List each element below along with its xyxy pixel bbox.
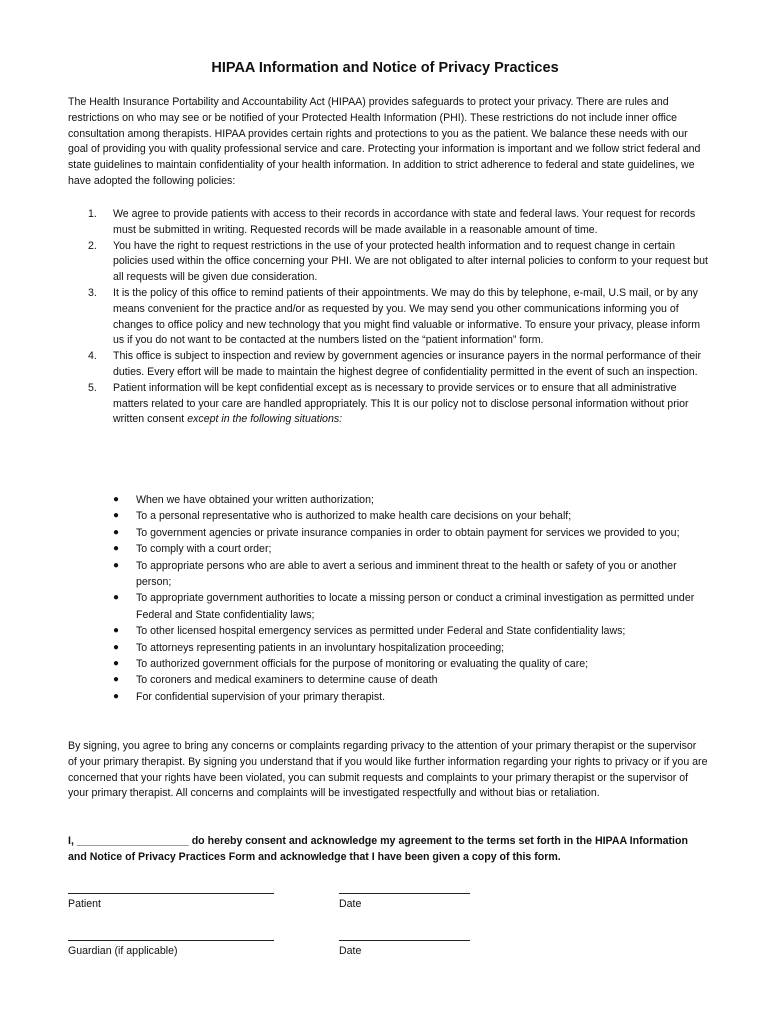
policy-item [68, 239, 708, 286]
guardian-label: Guardian (if applicable) [68, 945, 178, 957]
bullet-icon: ● [113, 641, 120, 653]
situation-text: To attorneys representing patients in an involuntary hospitalization proceeding; [136, 641, 505, 654]
patient-date-label: Date [339, 898, 362, 910]
policy-item [68, 286, 708, 349]
bullet-icon: ● [113, 559, 120, 571]
situation-item [68, 558, 708, 591]
situation-text: To appropriate government authorities to locate a missing person or conduct a criminal investigation as permitted under Federal and State confidentiality laws; [136, 592, 695, 621]
policy-emphasis: except in the following situations: [187, 413, 343, 426]
situation-text: To comply with a court order; [136, 543, 272, 556]
situation-text: To appropriate persons who are able to avert a serious and imminent threat to the health or safety of you or another person; [136, 559, 677, 589]
guardian-date-line[interactable] [339, 940, 470, 941]
policy-text: It is the policy of this office to remind patients of their appointments. We may do this by telephone, e-mail, U.S mail, or by any means convenient for the practice and/or as requested by you. We may send you other communications informing you of changes to office policy and new technology that you might find valuable or informative. To ensure your privacy, please inform us if you do not want to be contacted at the numbers listed on the “patient information” form. [113, 286, 701, 347]
guardian-date-label: Date [339, 945, 362, 957]
patient-label: Patient [68, 898, 101, 910]
policy-number: 5. [88, 381, 97, 394]
closing-paragraph: By signing, you agree to bring any concerns or complaints regarding privacy to the attention of your primary therapist or the supervisor of your primary therapist. By signing you understand that if you would like further information regarding your rights to privacy or if you are concerned that your rights have been violated, you can submit requests and complaints to your primary therapist or the supervisor of your primary therapist. All concerns and complaints will be investigated respectfully and without bias or retaliation. [68, 740, 708, 800]
situation-item [68, 525, 708, 541]
bullet-icon: ● [113, 625, 120, 637]
situation-text: When we have obtained your written authorization; [136, 494, 374, 506]
situation-item [68, 541, 708, 557]
policy-number: 3. [88, 286, 97, 299]
situation-item [68, 672, 708, 688]
consent-statement: I, ___________________ do hereby consent and acknowledge my agreement to the terms set forth in the HIPAA Information and Notice of Privacy Practices Form and acknowledge that I have been given a copy of this form. [68, 835, 688, 863]
policy-item [68, 381, 708, 428]
bullet-icon: ● [113, 658, 120, 670]
situation-item [68, 508, 708, 524]
guardian-signature-line[interactable] [68, 940, 274, 941]
situation-item [68, 492, 708, 508]
bullet-icon: ● [113, 592, 120, 604]
situation-text: To other licensed hospital emergency services as permitted under Federal and State confidentiality laws; [136, 625, 626, 638]
bullet-icon: ● [113, 543, 120, 555]
situation-text: To a personal representative who is authorized to make health care decisions on your behalf; [136, 510, 572, 523]
situation-text: To authorized government officials for the purpose of monitoring or evaluating the quality of care; [136, 658, 589, 671]
situation-item [68, 689, 708, 705]
bullet-icon: ● [113, 494, 120, 505]
policy-text: You have the right to request restrictions in the use of your protected health information and to request change in certain policies used within the office concerning your PHI. We are not obligated to alter internal policies to conform to your request but all requests will be given due consideration. [113, 239, 708, 284]
policy-text: Patient information will be kept confidential except as is necessary to provide services or to ensure that all administrative matters related to your care are handled appropriately. This It is our policy not to disclose personal information without prior written consent [113, 381, 689, 426]
bullet-icon: ● [113, 674, 120, 686]
policy-text: This office is subject to inspection and review by government agencies or insurance payers in the normal performance of their duties. Every effort will be made to maintain the highest degree of confidentiality permitted in the event of such an inspection. [113, 350, 702, 378]
policy-number: 1. [88, 208, 97, 220]
policy-number: 2. [88, 239, 97, 252]
policy-text: We agree to provide patients with access to their records in accordance with state and federal laws. Your request for records must be submitted in writing. Requested records will be made available in a reasonable amount of time. [113, 208, 696, 236]
situation-item [68, 623, 708, 639]
policy-item [68, 349, 708, 381]
bullet-icon: ● [113, 510, 120, 522]
bullet-icon: ● [113, 690, 120, 702]
situation-item [68, 656, 708, 672]
policy-number: 4. [88, 350, 97, 363]
situation-text: To coroners and medical examiners to determine cause of death [136, 674, 438, 687]
policy-list [68, 207, 708, 428]
patient-date-line[interactable] [339, 893, 470, 894]
situation-item [68, 640, 708, 656]
situation-text: To government agencies or private insurance companies in order to obtain payment for services we provided to you; [136, 526, 680, 539]
situation-item [68, 590, 708, 623]
document-title: HIPAA Information and Notice of Privacy Practices [211, 60, 559, 76]
disclosure-situations-list [68, 492, 708, 705]
situation-text: For confidential supervision of your primary therapist. [136, 690, 386, 703]
policy-item [68, 207, 708, 239]
bullet-icon: ● [113, 526, 120, 538]
intro-paragraph: The Health Insurance Portability and Accountability Act (HIPAA) provides safeguards to protect your privacy. There are rules and restrictions on who may see or be notified of your Protected Health Information (PHI). These restrictions do not include inner office consultation among therapists. HIPAA provides certain rights and protections to you as the patient. We balance these needs with our goal of providing you with quality professional service and care. Protecting your information is important and we follow strict federal and state guidelines to maintain confidentiality of your health information. In addition to strict adherence to federal and state guidelines, we have adopted the following policies: [68, 96, 701, 187]
patient-signature-line[interactable] [68, 893, 274, 894]
